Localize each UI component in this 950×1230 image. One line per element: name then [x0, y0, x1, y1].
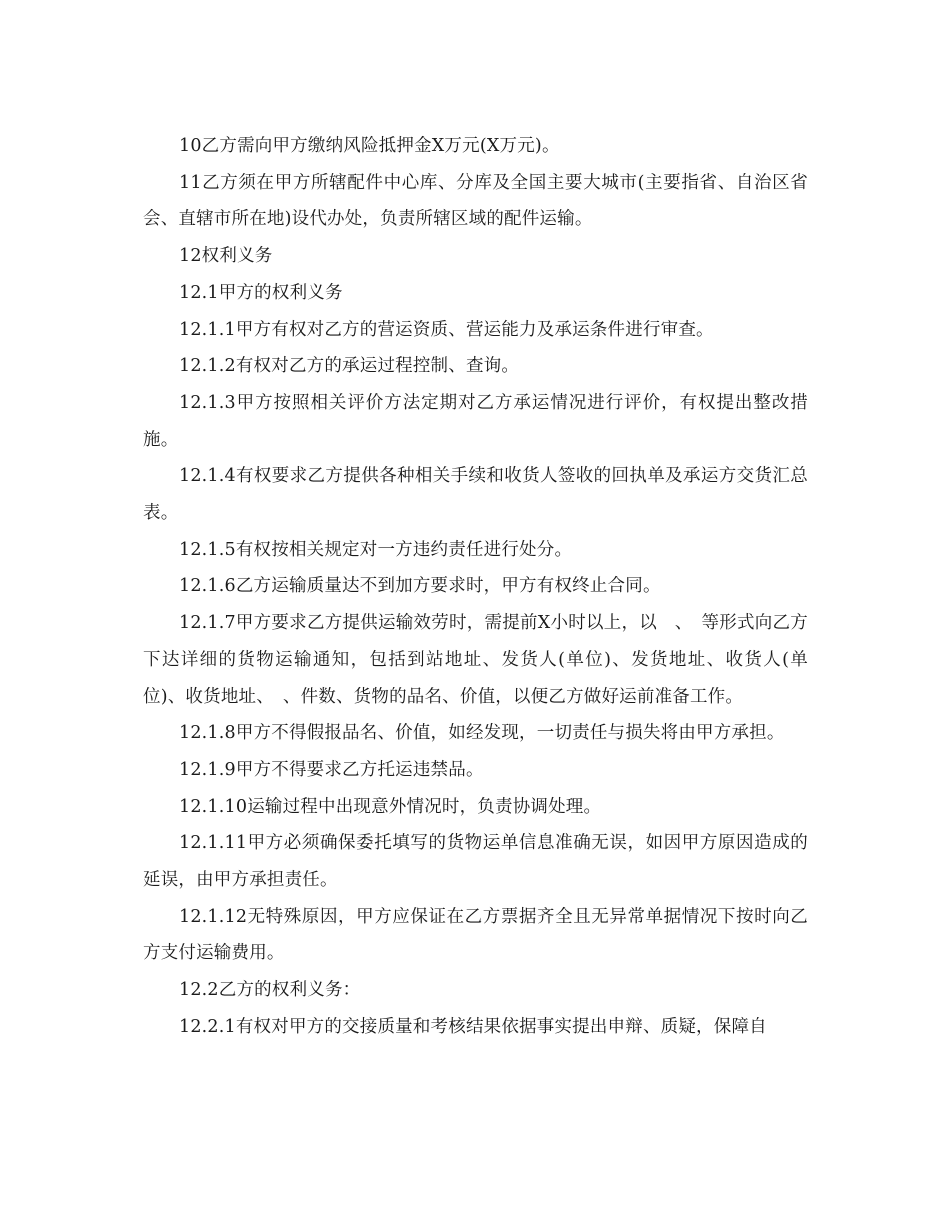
clause-12-1-11: 12.1.11甲方必须确保委托填写的货物运单信息准确无误，如因甲方原因造成的延误，由甲方承担责任。: [143, 833, 808, 891]
clause-12-1-7: 12.1.7甲方要求乙方提供运输效劳时，需提前X小时以上，以 、 等形式向乙方下达详细的货物运输通知，包括到站地址、发货人(单位)、发货地址、收货人(单位)、收货地址、 、件数、货物的品名、价值，以便乙方做好运前准备工作。: [143, 613, 808, 707]
heading-party-a-rights: 12.1甲方的权利义务: [179, 282, 343, 303]
clause-12-1-8: 12.1.8甲方不得假报品名、价值，如经发现，一切责任与损失将由甲方承担。: [179, 723, 785, 744]
clause-12-1-12: 12.1.12无特殊原因，甲方应保证在乙方票据齐全且无异常单据情况下按时向乙方支付运输费用。: [143, 906, 808, 964]
clause-12-1-9: 12.1.9甲方不得要求乙方托运违禁品。: [179, 759, 484, 780]
heading-rights-obligations: 12权利义务: [179, 246, 273, 267]
clause-12-1-4: 12.1.4有权要求乙方提供各种相关手续和收货人签收的回执单及承运方交货汇总表。: [143, 466, 808, 524]
paragraph-agency-offices: 11乙方须在甲方所辖配件中心库、分库及全国主要大城市(主要指省、自治区省会、直辖市所在地)设代办处，负责所辖区域的配件运输。: [143, 172, 808, 230]
heading-party-b-rights: 12.2乙方的权利义务：: [179, 980, 361, 1001]
clause-12-1-6: 12.1.6乙方运输质量达不到加方要求时，甲方有权终止合同。: [179, 576, 661, 597]
clause-12-1-3: 12.1.3甲方按照相关评价方法定期对乙方承运情况进行评价，有权提出整改措施。: [143, 392, 808, 450]
clause-12-1-1: 12.1.1甲方有权对乙方的营运资质、营运能力及承运条件进行审查。: [179, 319, 714, 340]
document-body: [143, 128, 808, 1046]
clause-12-1-2: 12.1.2有权对乙方的承运过程控制、查询。: [179, 356, 520, 377]
clause-12-1-10: 12.1.10运输过程中出现意外情况时，负责协调处理。: [179, 796, 602, 817]
clause-12-1-5: 12.1.5有权按相关规定对一方违约责任进行处分。: [179, 539, 573, 560]
clause-12-2-1: 12.2.1有权对甲方的交接质量和考核结果依据事实提出申辩、质疑，保障自: [179, 1016, 767, 1037]
paragraph-deposit: 10乙方需向甲方缴纳风险抵押金X万元(X万元)。: [179, 136, 560, 156]
